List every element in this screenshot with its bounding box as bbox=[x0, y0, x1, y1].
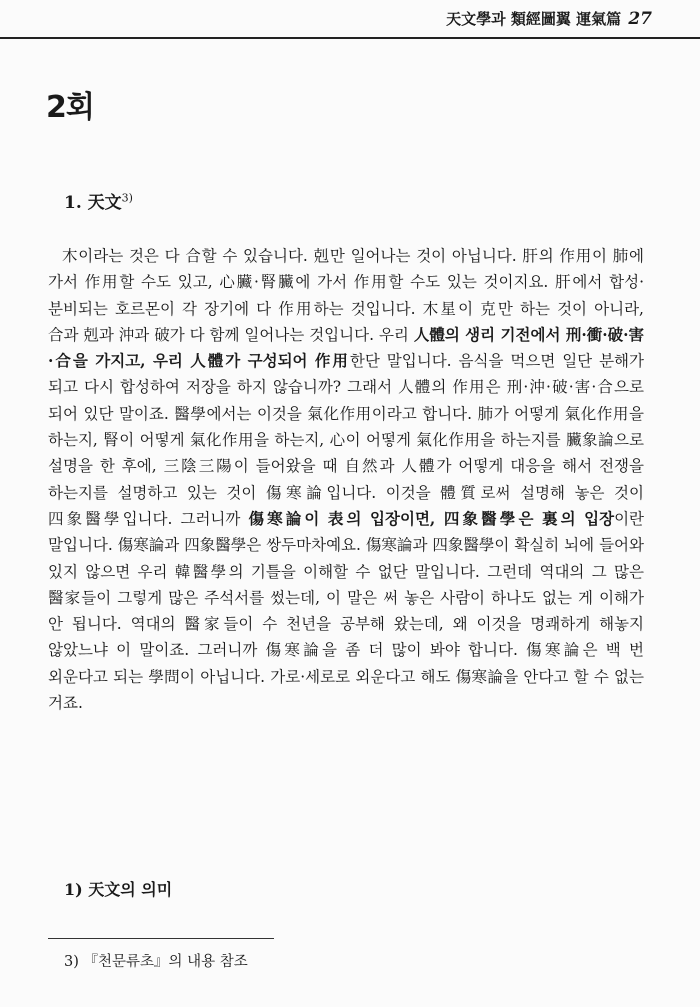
paragraph-segment: 木이라는 것은 다 合할 수 있습니다. 剋만 일어나는 것이 아닙니다. 肝의 作用이 肺에 가서 作用할 수도 있고, 心臟·腎臟에 가서 作用할 수도 있는 것이지요. 肝에서 합성·분비되는 호르몬이 각 장기에 다 作用하는 것입니다. 木星이 克만 하는 것이 아니라, 合과 剋과 沖과 破가 다 함께 일어나는 것입니다. 우리 bbox=[48, 247, 644, 344]
running-title: 天文學과 類經圖翼 運氣篇 bbox=[446, 10, 622, 28]
chapter-title: 2회 bbox=[46, 90, 94, 125]
page-number: 27 bbox=[628, 9, 652, 29]
footnote-divider bbox=[48, 938, 274, 939]
footnote-text: 3) 『천문류초』의 내용 참조 bbox=[64, 954, 248, 970]
paragraph-segment: 한단 말입니다. 음식을 먹으면 일단 분해가 되고 다시 합성하여 저장을 하지 않습니까? 그래서 人體의 作用은 刑·沖·破·害·合으로 되어 있단 말이죠. 醫學에서는 이것을 氣化作用이라고 합니다. 肺가 어떻게 氣化作用을 하는지, 腎이 어떻게 氣化作用을 하는지, 心이 어떻게 氣化作用을 하는지를 臟象論으로 설명을 한 후에, 三陰三陽이 들어왔을 때 自然과 人體가 어떻게 대응을 해서 전쟁을 하는지를 설명하고 있는 것이 傷寒論입니다. 이것을 體質로써 설명해 놓은 것이 四象醫學입니다. 그러니까 bbox=[48, 352, 644, 528]
running-header bbox=[446, 8, 652, 29]
header-rule bbox=[0, 37, 700, 39]
body-paragraph bbox=[48, 243, 644, 716]
paragraph-segment: 이란 말입니다. 傷寒論과 四象醫學은 쌍두마차예요. 傷寒論과 四象醫學이 확실히 뇌에 들어와 있지 않으면 우리 韓醫學의 기틀을 이해할 수 없단 말입니다. 그런데 역대의 그 많은 醫家들이 그렇게 많은 주석서를 썼는데, 이 말은 써 놓은 사람이 하나도 없는 게 이해가 안 됩니다. 역대의 醫家들이 수 천년을 공부해 왔는데, 왜 이것을 명쾌하게 해놓지 않았느냐 이 말이죠. 그러니까 傷寒論을 좀 더 많이 봐야 합니다. 傷寒論은 백 번 외운다고 되는 學問이 아닙니다. 가로·세로로 외운다고 해도 傷寒論을 안다고 할 수 없는 거죠. bbox=[48, 509, 645, 713]
subsection-heading: 1) 天文의 의미 bbox=[64, 880, 173, 899]
emphasis-segment: 人體의 생리 기전에서 刑·衝·破·害·合을 가지고, 우리 人體가 구성되어 作用 bbox=[48, 324, 645, 371]
emphasis-segment: 傷寒論이 表의 입장이면, 四象醫學은 裏의 입장 bbox=[248, 508, 615, 528]
section-heading bbox=[64, 188, 133, 213]
footnote-reference: 3) bbox=[121, 191, 133, 205]
section-title: 1. 天文 bbox=[64, 193, 122, 213]
